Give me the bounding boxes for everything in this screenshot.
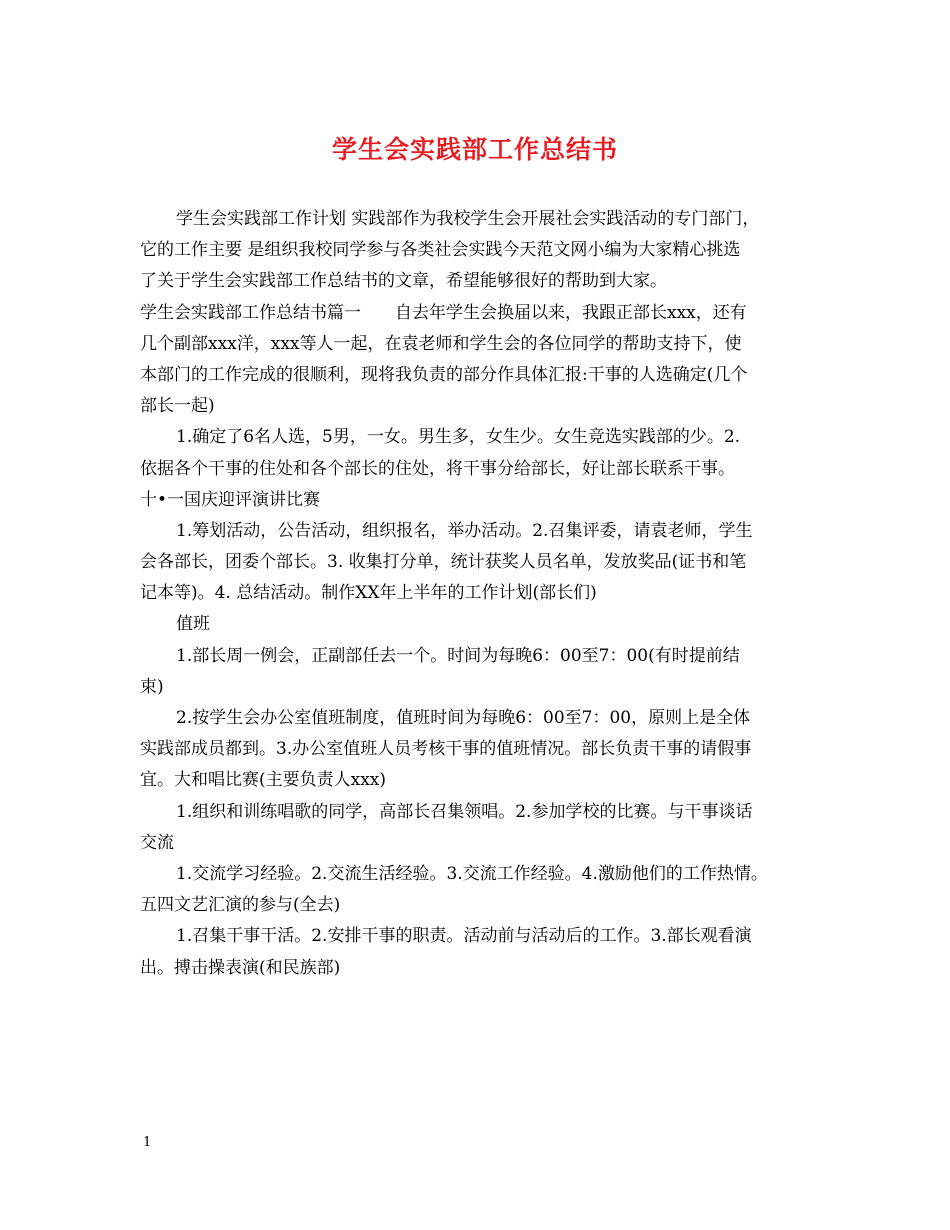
page-number: 1: [143, 1135, 152, 1150]
text-line: 记本等)。4. 总结活动。制作XX年上半年的工作计划(部长们): [140, 583, 597, 604]
text-line: 依据各个干事的住处和各个部长的住处，将干事分给部长，好让部长联系干事。: [140, 458, 735, 479]
text-line: 几个副部xxx洋，xxx等人一起，在袁老师和学生会的各位同学的帮助支持下，使: [140, 333, 742, 354]
text-line: 1.确定了6名人选，5男，一女。男生多，女生少。女生竞选实践部的少。2.: [176, 427, 741, 448]
text-line: 1.部长周一例会，正副部任去一个。时间为每晚6：00至7：00(有时提前结: [176, 645, 740, 666]
text-line: 宜。大和唱比赛(主要负责人xxx): [140, 770, 387, 791]
text-line: 2.按学生会办公室值班制度，值班时间为每晚6：00至7：00，原则上是全体: [176, 708, 751, 728]
text-line: 五四文艺汇演的参与(全去): [140, 895, 341, 916]
text-line: 了关于学生会实践部工作总结书的文章，希望能够很好的帮助到大家。: [140, 271, 667, 292]
document-body: [140, 204, 830, 984]
document-title: 学生会实践部工作总结书: [331, 135, 618, 164]
text-line: 实践部成员都到。3.办公室值班人员考核干事的值班情况。部长负责干事的请假事: [140, 739, 752, 760]
text-line: 值班: [176, 614, 210, 635]
text-line: 学生会实践部工作计划 实践部作为我校学生会开展社会实践活动的专门部门，: [176, 209, 760, 229]
text-line: 本部门的工作完成的很顺利，现将我负责的部分作具体汇报:干事的人选确定(几个: [140, 364, 748, 385]
text-line: 1.交流学习经验。2.交流生活经验。3.交流工作经验。4.激励他们的工作热情。: [176, 863, 768, 884]
text-line: 会各部长，团委个部长。3. 收集打分单，统计获奖人员名单，发放奖品(证书和笔: [140, 552, 747, 573]
text-line: 1.组织和训练唱歌的同学，高部长召集领唱。2.参加学校的比赛。与干事谈话: [176, 801, 753, 822]
text-line: 交流: [140, 832, 174, 853]
text-line: 1.筹划活动，公告活动，组织报名，举办活动。2.召集评委，请袁老师，学生: [176, 520, 753, 541]
text-line: 学生会实践部工作总结书篇一 自去年学生会换届以来，我跟正部长xxx，还有: [140, 302, 747, 323]
text-line: 出。搏击操表演(和民族部): [140, 957, 341, 978]
text-line: 束): [140, 676, 164, 697]
text-line: 部长一起): [140, 396, 215, 417]
text-line: 它的工作主要 是组织我校同学参与各类社会实践今天范文网小编为大家精心挑选: [140, 240, 741, 261]
text-line: 十•一国庆迎评演讲比赛: [140, 489, 321, 510]
text-line: 1.召集干事干活。2.安排干事的职责。活动前与活动后的工作。3.部长观看演: [176, 926, 752, 947]
